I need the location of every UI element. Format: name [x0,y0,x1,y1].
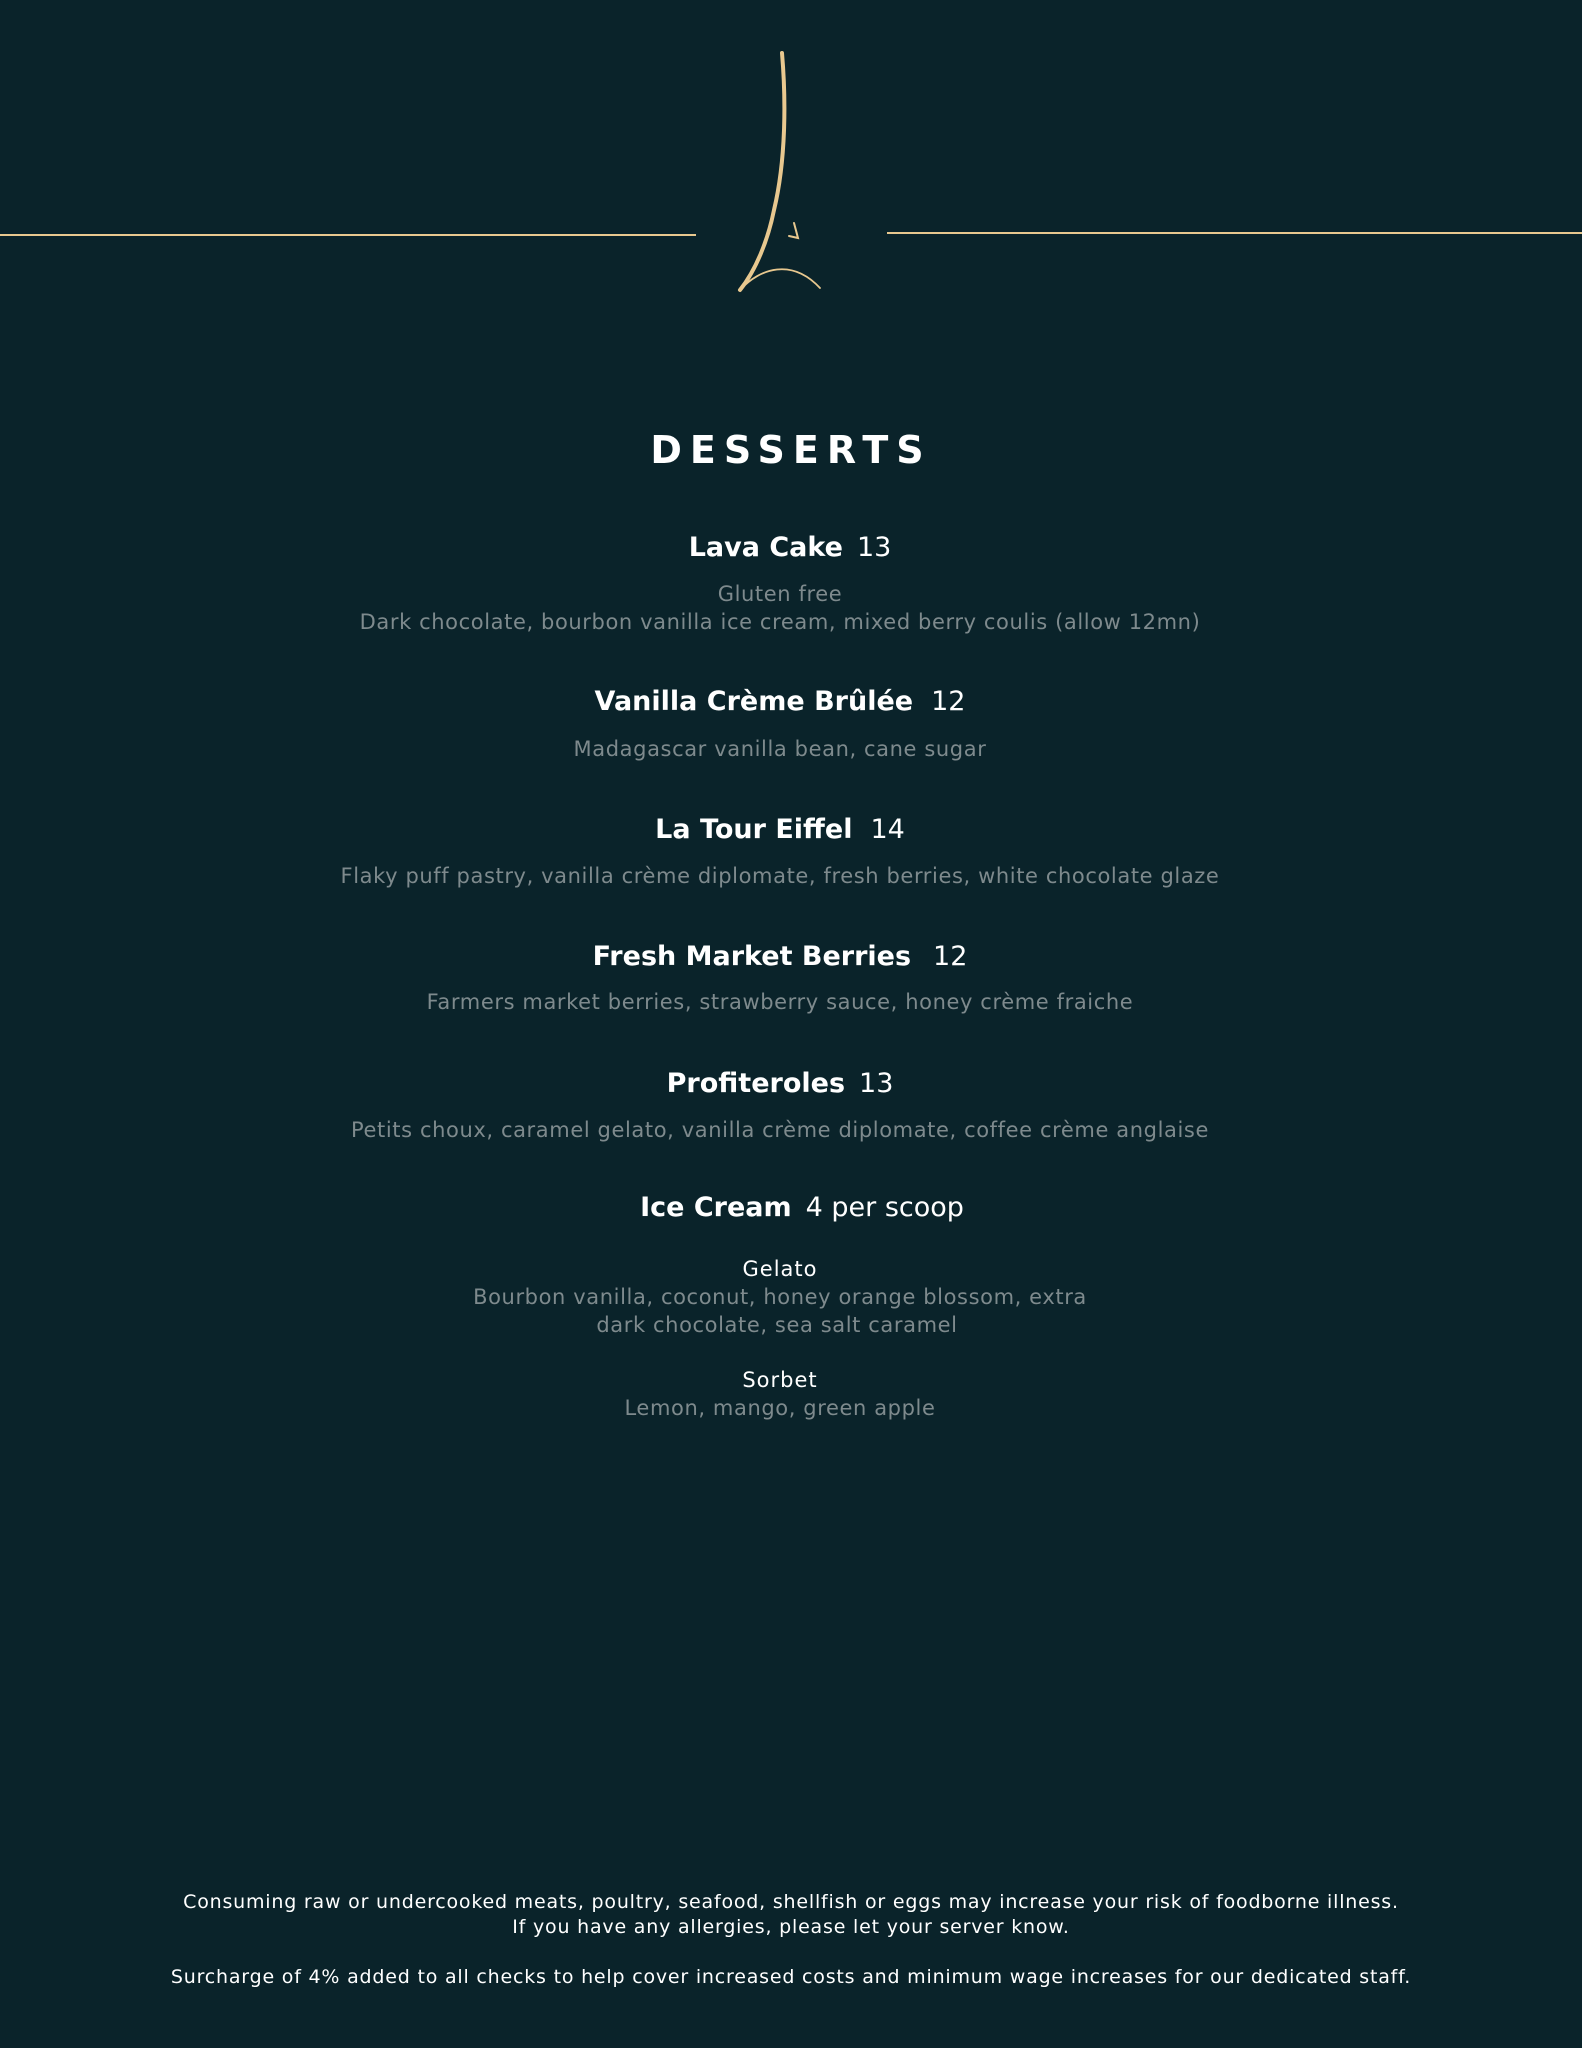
menu-item-la-tour-eiffel [0,812,1571,848]
item-name: Vanilla Crème Brûlée [594,686,914,717]
item-price: 14 [870,814,905,845]
ice-cream-gelato-flavors-cont: dark chocolate, sea salt caramel [596,1313,958,1337]
item-description: Dark chocolate, bourbon vanilla ice cream, mixed berry coulis (allow 12mn) [359,610,1201,634]
item-name: Lava Cake [688,532,843,563]
item-note: Gluten free [717,582,843,606]
item-description: Petits choux, caramel gelato, vanilla crème diplomate, coffee crème anglaise [351,1118,1209,1142]
item-description: Flaky puff pastry, vanilla crème diplomate, fresh berries, white chocolate glaze [340,864,1220,888]
item-name: Profiteroles [666,1068,846,1099]
eiffel-tower-logo-icon [720,40,860,300]
menu-item-ice-cream [11,1190,1582,1226]
item-description: Farmers market berries, strawberry sauce, honey crème fraiche [426,990,1134,1014]
item-name: Ice Cream [640,1192,792,1223]
menu-title: DESSERTS [650,428,932,472]
menu-item-profiteroles [0,1066,1571,1102]
ice-cream-sorbet-flavors: Lemon, mango, green apple [624,1396,936,1420]
item-name: La Tour Eiffel [655,814,853,845]
item-price: 12 [931,686,966,717]
header-rule-left [0,234,696,236]
footer-allergy-note: If you have any allergies, please let your server know. [512,1916,1070,1938]
ice-cream-sorbet-label: Sorbet [742,1368,818,1392]
header-rule-right [887,232,1582,234]
footer-food-warning: Consuming raw or undercooked meats, poultry, seafood, shellfish or eggs may increase your risk of foodborne illness. [183,1891,1399,1913]
menu-item-vanilla-creme-brulee [0,684,1571,720]
item-description: Madagascar vanilla bean, cane sugar [573,737,987,761]
item-price: 13 [859,1068,894,1099]
item-name: Fresh Market Berries [592,941,912,972]
menu-item-fresh-market-berries [0,939,1571,975]
ice-cream-gelato-flavors: Bourbon vanilla, coconut, honey orange blossom, extra [473,1285,1087,1309]
menu-item-lava-cake [0,530,1581,566]
footer-surcharge-note: Surcharge of 4% added to all checks to help cover increased costs and minimum wage increases for our dedicated staff. [170,1966,1412,1988]
item-price: 4 per scoop [805,1192,964,1223]
item-price: 12 [933,941,968,972]
item-price: 13 [856,532,892,563]
ice-cream-gelato-label: Gelato [742,1257,818,1281]
